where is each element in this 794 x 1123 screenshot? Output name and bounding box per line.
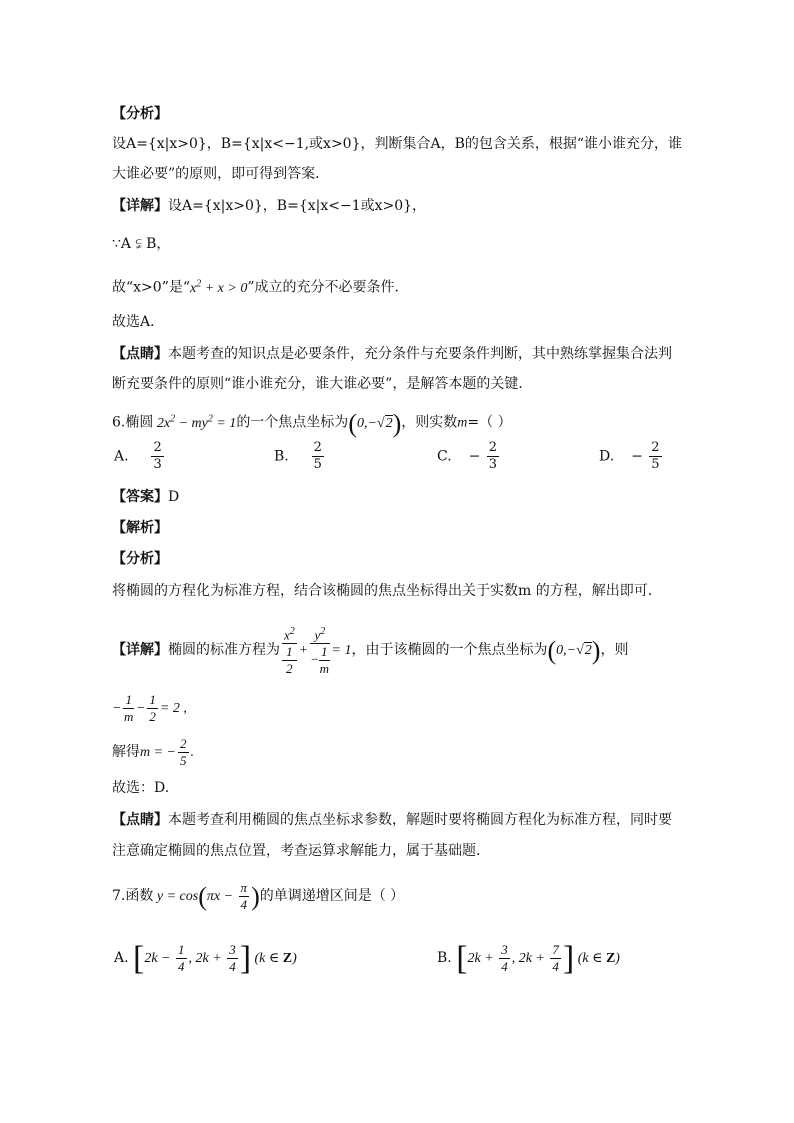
q6-choose-line: 故选：D. <box>112 780 170 796</box>
q7-option-b[interactable]: B. [2k + $\frac{3}{4}$ , 2k + $\frac{7}{4}$ ] (k ∈ Z) <box>437 939 620 977</box>
q6-solve-line: 解得m = − $\frac{2}{5}$ . <box>112 736 195 769</box>
q6-detail-line: 【详解】椭圆的标准方程为 $x^2$ 1 2 + $y^2$ − $\frac{1}{m}$ = 1，由于该椭圆的一个焦点坐标为(0,−√2)，则 <box>112 626 629 677</box>
q5-comment-line-1: 【点睛】本题考查的知识点是必要条件，充分条件与充要条件判断，其中熟练掌握集合法判 <box>112 346 672 362</box>
q7-option-a[interactable]: A. [2k − $\frac{1}{4}$ , 2k + $\frac{3}{4}$ ] (k ∈ Z) <box>114 939 297 977</box>
standard-equation: $x^2$ 1 2 + $y^2$ − $\frac{1}{m}$ = 1 <box>284 626 352 677</box>
q5-analysis-tag: 【分析】 <box>112 106 168 122</box>
q6-option-c[interactable]: C. − $\frac{2}{3}$ <box>437 440 498 472</box>
q6-answer-line: 【答案】D <box>112 489 180 505</box>
q6-analysis-tag: 【分析】 <box>112 551 168 567</box>
q6-option-d[interactable]: D. − $\frac{2}{5}$ <box>599 440 660 472</box>
q5-conclusion-line: 故“x>0”是“$x^2 + x > 0$”成立的充分不必要条件． <box>112 278 409 296</box>
fraction: $\frac{2}{5}$ <box>651 440 660 472</box>
q6-comment-line-2: 注意确定椭圆的焦点位置，考查运算求解能力，属于基础题. <box>112 843 481 859</box>
fraction: $\frac{2}{3}$ <box>153 440 162 472</box>
q6-comment-line-1: 【点睛】本题考查利用椭圆的焦点坐标求参数，解题时要将椭圆方程化为标准方程，同时要 <box>112 812 672 828</box>
interval-formula: [2k + $\frac{3}{4}$ , 2k + $\frac{7}{4}$ ] (k ∈ Z) <box>456 939 620 977</box>
q6-option-b[interactable]: B. $\frac{2}{5}$ <box>274 440 322 472</box>
q5-analysis-line-1: 设A={x|x>0}，B={x|x<−1,或x>0}，判断集合A，B的包含关系，根据“谁小谁充分，谁 <box>112 136 683 152</box>
ellipse-equation: $2x^2 - my^2 = 1$ <box>153 413 237 431</box>
focus-equation: − $\frac{1}{m}$ − $\frac{1}{2}$ = 2 , <box>112 692 187 725</box>
fraction: $\frac{2}{3}$ <box>488 440 498 472</box>
detail-tag: 【详解】 <box>112 198 168 214</box>
q7-stem: 7.函数 y = cos(πx − $\frac{\pi}{4}$ )的单调递增区间是（ ） <box>112 880 405 913</box>
q6-equation-line <box>112 690 187 727</box>
q5-choose-line: 故选A． <box>112 314 165 330</box>
q6-explain-tag: 【解析】 <box>112 520 168 536</box>
cosine-function: y = cos(πx − $\frac{\pi}{4}$ ) <box>153 880 260 913</box>
q5-comment-line-2: 断充要条件的原则“谁小谁充分，谁大谁必要”，是解答本题的关键． <box>112 376 533 392</box>
q6-stem: 6.椭圆 $2x^2 - my^2 = 1$的一个焦点坐标为(0,−√2)，则实数m=（ ） <box>112 408 512 438</box>
q5-analysis-line-2: 大谁必要”的原则，即可得到答案． <box>112 166 330 182</box>
focus-coordinate: (0,−√2) <box>348 408 402 438</box>
inequality-formula: $x^2 + x > 0$ <box>190 278 248 296</box>
q6-option-a[interactable]: A. $\frac{2}{3}$ <box>114 440 162 472</box>
q5-because-line: ∵A ⫋ B， <box>112 236 171 252</box>
fraction: $\frac{2}{5}$ <box>313 440 322 472</box>
detail-text: 设A={x|x>0}，B={x|x<−1或x>0}， <box>168 198 427 214</box>
solution-formula: m = − $\frac{2}{5}$ . <box>140 736 195 769</box>
q5-detail-line <box>112 196 426 216</box>
interval-formula: [2k − $\frac{1}{4}$ , 2k + $\frac{3}{4}$ ] (k ∈ Z) <box>133 939 297 977</box>
answer-value: D <box>168 489 180 505</box>
q6-analysis-text: 将椭圆的方程化为标准方程，结合该椭圆的焦点坐标得出关于实数m 的方程，解出即可. <box>112 583 653 599</box>
